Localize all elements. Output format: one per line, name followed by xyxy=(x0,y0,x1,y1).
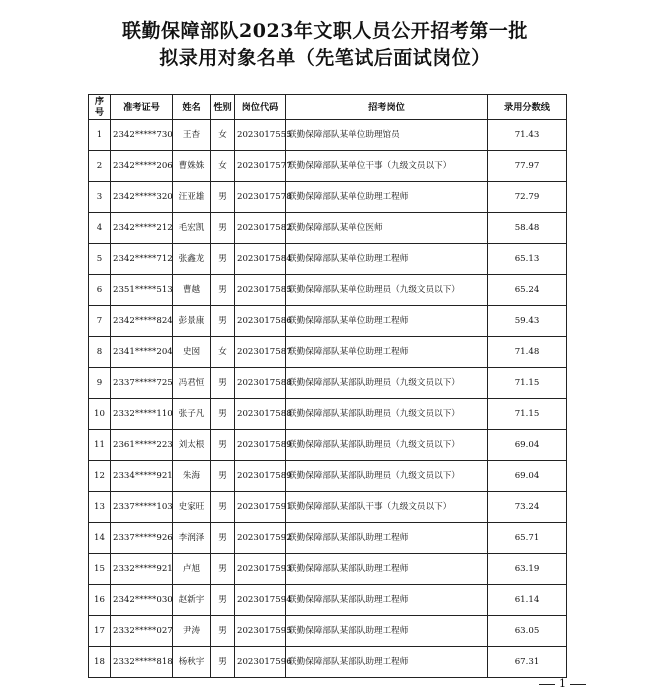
row-name: 刘太根 xyxy=(173,430,211,461)
table-row xyxy=(89,182,567,213)
row-exam-id: 2342*****712 xyxy=(111,244,173,275)
row-no: 8 xyxy=(89,337,111,368)
row-no: 4 xyxy=(89,213,111,244)
table-row xyxy=(89,213,567,244)
row-post: 联勤保障部队某部队助理员（九级文员以下） xyxy=(286,430,488,461)
row-name: 彭景康 xyxy=(173,306,211,337)
table-header-row xyxy=(89,95,567,120)
table-row xyxy=(89,306,567,337)
row-post: 联勤保障部队某单位助理馆员 xyxy=(286,120,488,151)
row-score: 73.24 xyxy=(488,492,567,523)
row-score: 71.15 xyxy=(488,368,567,399)
row-name: 史囡 xyxy=(173,337,211,368)
row-score: 65.71 xyxy=(488,523,567,554)
row-score: 59.43 xyxy=(488,306,567,337)
row-score: 58.48 xyxy=(488,213,567,244)
row-post-code: 2023017587 xyxy=(235,337,286,368)
row-no: 3 xyxy=(89,182,111,213)
row-exam-id: 2342*****206 xyxy=(111,151,173,182)
row-post: 联勤保障部队某部队助理工程师 xyxy=(286,523,488,554)
table-row xyxy=(89,554,567,585)
footer-dash-right xyxy=(570,684,586,685)
row-post-code: 2023017584 xyxy=(235,244,286,275)
row-post-code: 2023017577 xyxy=(235,151,286,182)
row-post-code: 2023017586 xyxy=(235,306,286,337)
row-gender: 男 xyxy=(211,275,235,306)
row-score: 65.13 xyxy=(488,244,567,275)
row-post: 联勤保障部队某部队助理工程师 xyxy=(286,585,488,616)
row-post: 联勤保障部队某单位助理工程师 xyxy=(286,182,488,213)
row-name: 汪亚雄 xyxy=(173,182,211,213)
table-row xyxy=(89,337,567,368)
row-post-code: 2023017596 xyxy=(235,647,286,678)
row-exam-id: 2361*****223 xyxy=(111,430,173,461)
table-row xyxy=(89,120,567,151)
row-score: 61.14 xyxy=(488,585,567,616)
row-gender: 男 xyxy=(211,368,235,399)
row-exam-id: 2342*****212 xyxy=(111,213,173,244)
table-row xyxy=(89,399,567,430)
table-row xyxy=(89,585,567,616)
row-post: 联勤保障部队某部队助理工程师 xyxy=(286,616,488,647)
row-no: 18 xyxy=(89,647,111,678)
row-gender: 男 xyxy=(211,399,235,430)
header-post-code: 岗位代码 xyxy=(235,95,286,120)
row-post-code: 2023017591 xyxy=(235,492,286,523)
row-post: 联勤保障部队某单位助理员（九级文员以下） xyxy=(286,275,488,306)
row-score: 71.48 xyxy=(488,337,567,368)
row-post: 联勤保障部队某单位助理工程师 xyxy=(286,337,488,368)
table-row xyxy=(89,430,567,461)
row-gender: 男 xyxy=(211,244,235,275)
row-name: 赵新宇 xyxy=(173,585,211,616)
row-gender: 男 xyxy=(211,492,235,523)
row-exam-id: 2342*****824 xyxy=(111,306,173,337)
header-post: 招考岗位 xyxy=(286,95,488,120)
row-post: 联勤保障部队某部队助理员（九级文员以下） xyxy=(286,461,488,492)
row-exam-id: 2337*****926 xyxy=(111,523,173,554)
row-exam-id: 2337*****725 xyxy=(111,368,173,399)
row-no: 2 xyxy=(89,151,111,182)
row-no: 7 xyxy=(89,306,111,337)
row-score: 71.43 xyxy=(488,120,567,151)
row-gender: 男 xyxy=(211,461,235,492)
row-post-code: 2023017595 xyxy=(235,616,286,647)
header-gender: 性别 xyxy=(211,95,235,120)
table-row xyxy=(89,647,567,678)
document-title-line1: 联勤保障部队2023年文职人员公开招考第一批 xyxy=(122,20,528,42)
table-row xyxy=(89,616,567,647)
row-no: 16 xyxy=(89,585,111,616)
row-score: 63.05 xyxy=(488,616,567,647)
row-no: 14 xyxy=(89,523,111,554)
row-gender: 男 xyxy=(211,430,235,461)
row-exam-id: 2332*****818 xyxy=(111,647,173,678)
row-score: 69.04 xyxy=(488,461,567,492)
row-gender: 男 xyxy=(211,306,235,337)
table-row xyxy=(89,461,567,492)
row-no: 1 xyxy=(89,120,111,151)
row-gender: 男 xyxy=(211,616,235,647)
row-exam-id: 2332*****027 xyxy=(111,616,173,647)
row-no: 11 xyxy=(89,430,111,461)
row-exam-id: 2332*****110 xyxy=(111,399,173,430)
header-score: 录用分数线 xyxy=(488,95,567,120)
row-post: 联勤保障部队某单位干事（九级文员以下） xyxy=(286,151,488,182)
row-post-code: 2023017589 xyxy=(235,430,286,461)
row-gender: 男 xyxy=(211,182,235,213)
row-score: 69.04 xyxy=(488,430,567,461)
row-post-code: 2023017588 xyxy=(235,399,286,430)
row-name: 史家旺 xyxy=(173,492,211,523)
row-post: 联勤保障部队某单位助理工程师 xyxy=(286,306,488,337)
row-name: 朱海 xyxy=(173,461,211,492)
row-no: 17 xyxy=(89,616,111,647)
document-title-line2: 拟录用对象名单（先笔试后面试岗位） xyxy=(159,47,491,69)
row-score: 67.31 xyxy=(488,647,567,678)
footer-dash-left xyxy=(539,684,555,685)
row-no: 5 xyxy=(89,244,111,275)
row-score: 63.19 xyxy=(488,554,567,585)
row-no: 15 xyxy=(89,554,111,585)
row-post: 联勤保障部队某单位医师 xyxy=(286,213,488,244)
table-row xyxy=(89,492,567,523)
table-row xyxy=(89,244,567,275)
row-post-code: 2023017578 xyxy=(235,182,286,213)
row-exam-id: 2342*****030 xyxy=(111,585,173,616)
row-gender: 男 xyxy=(211,554,235,585)
row-post-code: 2023017593 xyxy=(235,554,286,585)
row-gender: 男 xyxy=(211,523,235,554)
row-exam-id: 2332*****921 xyxy=(111,554,173,585)
row-name: 杨秋宇 xyxy=(173,647,211,678)
candidate-table xyxy=(88,94,567,678)
table-row xyxy=(89,151,567,182)
table-row xyxy=(89,368,567,399)
row-name: 张鑫龙 xyxy=(173,244,211,275)
row-gender: 女 xyxy=(211,151,235,182)
row-name: 李润泽 xyxy=(173,523,211,554)
header-exam-id: 准考证号 xyxy=(111,95,173,120)
row-no: 10 xyxy=(89,399,111,430)
row-score: 77.97 xyxy=(488,151,567,182)
row-post: 联勤保障部队某部队干事（九级文员以下） xyxy=(286,492,488,523)
row-no: 9 xyxy=(89,368,111,399)
row-exam-id: 2341*****204 xyxy=(111,337,173,368)
header-no: 序号 xyxy=(89,95,111,120)
row-post-code: 2023017585 xyxy=(235,275,286,306)
row-gender: 男 xyxy=(211,213,235,244)
row-name: 毛宏凯 xyxy=(173,213,211,244)
row-name: 卢旭 xyxy=(173,554,211,585)
page-number: 1 xyxy=(559,677,566,690)
page-footer xyxy=(535,677,590,690)
row-exam-id: 2337*****103 xyxy=(111,492,173,523)
row-name: 尹涛 xyxy=(173,616,211,647)
row-post-code: 2023017594 xyxy=(235,585,286,616)
row-post: 联勤保障部队某单位助理工程师 xyxy=(286,244,488,275)
row-score: 65.24 xyxy=(488,275,567,306)
row-exam-id: 2342*****320 xyxy=(111,182,173,213)
row-post: 联勤保障部队某部队助理员（九级文员以下） xyxy=(286,399,488,430)
row-score: 72.79 xyxy=(488,182,567,213)
row-post-code: 2023017582 xyxy=(235,213,286,244)
row-exam-id: 2334*****921 xyxy=(111,461,173,492)
header-name: 姓名 xyxy=(173,95,211,120)
row-exam-id: 2342*****730 xyxy=(111,120,173,151)
row-gender: 女 xyxy=(211,337,235,368)
row-exam-id: 2351*****513 xyxy=(111,275,173,306)
row-name: 曹越 xyxy=(173,275,211,306)
row-name: 张子凡 xyxy=(173,399,211,430)
row-gender: 男 xyxy=(211,647,235,678)
row-post: 联勤保障部队某部队助理工程师 xyxy=(286,647,488,678)
row-no: 13 xyxy=(89,492,111,523)
row-no: 12 xyxy=(89,461,111,492)
row-post-code: 2023017592 xyxy=(235,523,286,554)
row-gender: 女 xyxy=(211,120,235,151)
row-post-code: 2023017588 xyxy=(235,368,286,399)
row-name: 冯君恒 xyxy=(173,368,211,399)
row-no: 6 xyxy=(89,275,111,306)
row-post: 联勤保障部队某部队助理工程师 xyxy=(286,554,488,585)
row-post-code: 2023017589 xyxy=(235,461,286,492)
table-row xyxy=(89,275,567,306)
row-name: 王杳 xyxy=(173,120,211,151)
row-post: 联勤保障部队某部队助理员（九级文员以下） xyxy=(286,368,488,399)
row-name: 曹姝姝 xyxy=(173,151,211,182)
table-row xyxy=(89,523,567,554)
row-score: 71.15 xyxy=(488,399,567,430)
row-post-code: 2023017555 xyxy=(235,120,286,151)
row-gender: 男 xyxy=(211,585,235,616)
